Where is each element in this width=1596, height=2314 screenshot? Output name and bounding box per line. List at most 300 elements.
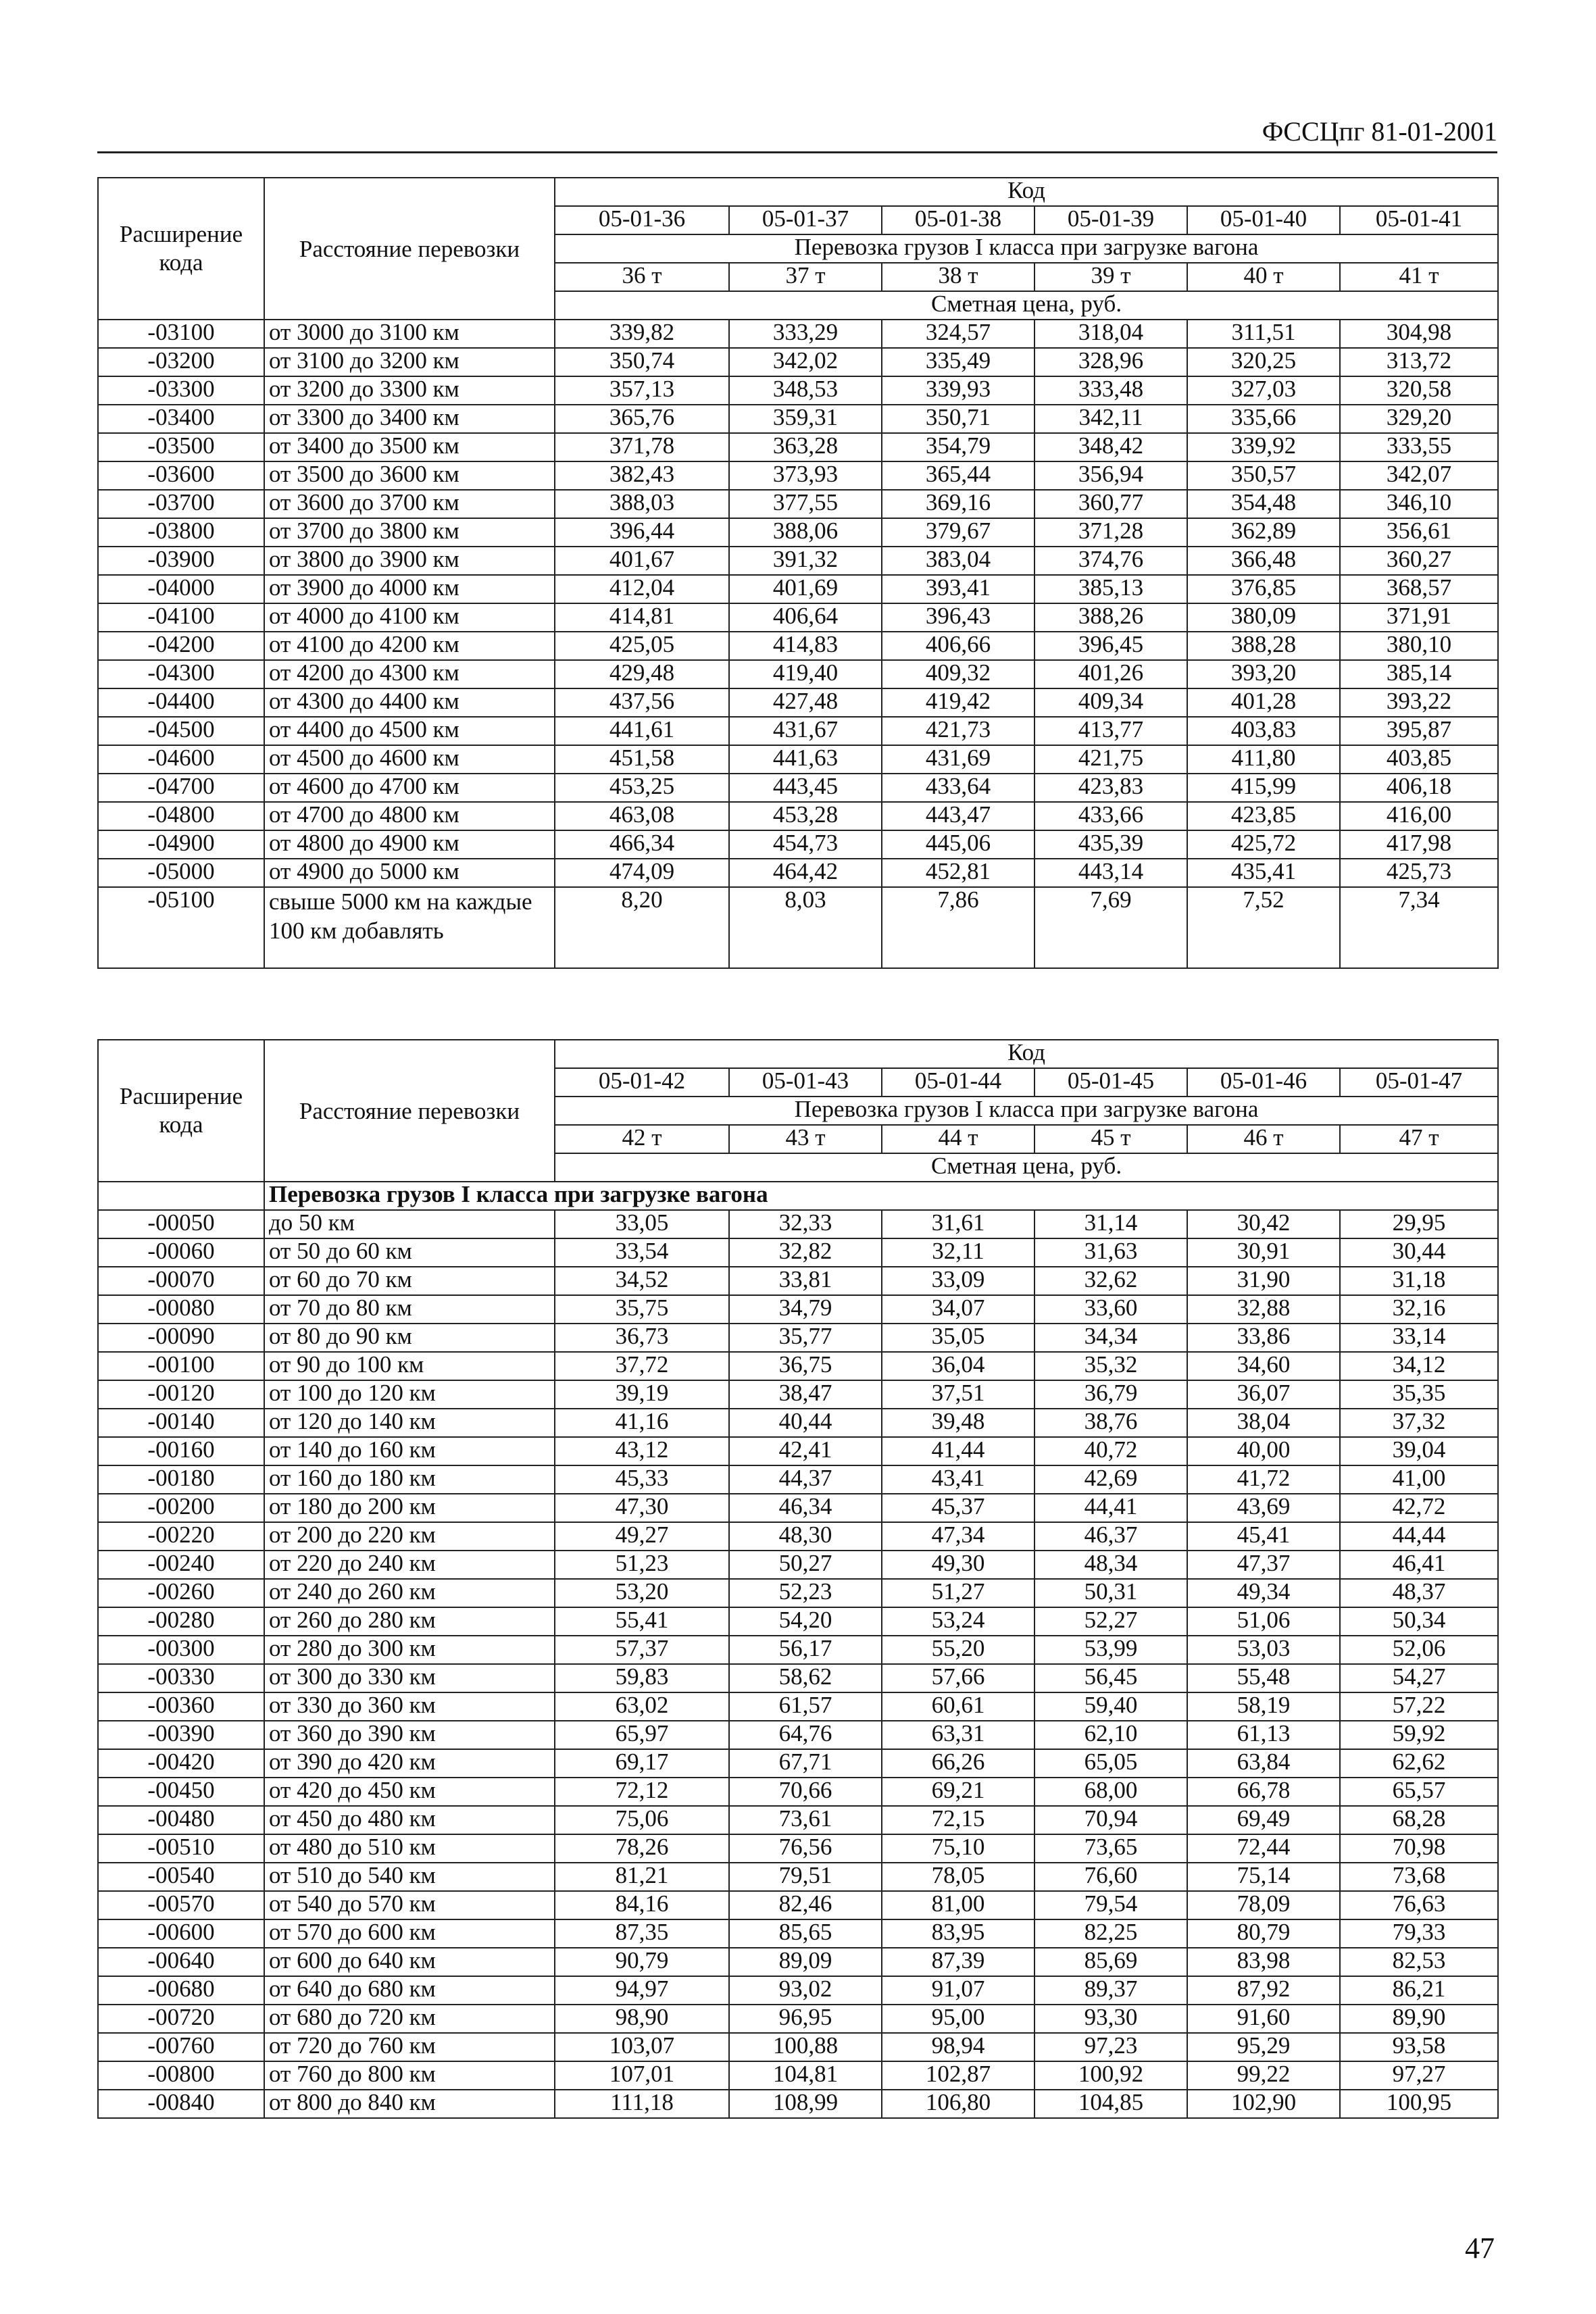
price-value: 47,34: [882, 1522, 1034, 1551]
price-value: 42,41: [729, 1437, 882, 1465]
distance: от 330 до 360 км: [264, 1692, 555, 1721]
extension-code: -00420: [98, 1749, 264, 1778]
distance: от 3400 до 3500 км: [264, 433, 555, 461]
distance: от 640 до 680 км: [264, 1976, 555, 2005]
price-value: 31,61: [882, 1210, 1034, 1238]
price-value: 32,11: [882, 1238, 1034, 1267]
price-value: 102,87: [882, 2061, 1034, 2090]
price-value: 36,79: [1034, 1380, 1187, 1409]
price-value: 433,66: [1034, 802, 1187, 830]
price-value: 57,66: [882, 1664, 1034, 1692]
price-value: 70,98: [1340, 1834, 1498, 1863]
price-value: 63,31: [882, 1721, 1034, 1749]
price-value: 356,61: [1340, 518, 1498, 547]
price-value: 73,65: [1034, 1834, 1187, 1863]
price-value: 409,32: [882, 660, 1034, 688]
price-value: 43,69: [1187, 1494, 1340, 1522]
price-value: 78,26: [555, 1834, 729, 1863]
distance: от 180 до 200 км: [264, 1494, 555, 1522]
table-row: [98, 575, 1498, 603]
distance: от 4200 до 4300 км: [264, 660, 555, 688]
price-value: 396,45: [1034, 632, 1187, 660]
price-value: 388,28: [1187, 632, 1340, 660]
price-value: 84,16: [555, 1891, 729, 1919]
price-value: 44,44: [1340, 1522, 1498, 1551]
price-value: 57,37: [555, 1636, 729, 1664]
table-row: [98, 490, 1498, 518]
extension-code: -00180: [98, 1465, 264, 1494]
table-row: [98, 1210, 1498, 1238]
price-value: 43,41: [882, 1465, 1034, 1494]
table-row: [98, 320, 1498, 348]
weight-cell: 37 т: [729, 263, 882, 291]
price-value: 35,75: [555, 1295, 729, 1324]
price-value: 85,65: [729, 1919, 882, 1948]
price-value: 393,20: [1187, 660, 1340, 688]
price-value: 47,30: [555, 1494, 729, 1522]
price-value: 32,16: [1340, 1295, 1498, 1324]
distance: от 280 до 300 км: [264, 1636, 555, 1664]
price-value: 65,05: [1034, 1749, 1187, 1778]
price-value: 452,81: [882, 859, 1034, 887]
extension-code: -04000: [98, 575, 264, 603]
price-value: 41,44: [882, 1437, 1034, 1465]
price-value: 427,48: [729, 688, 882, 717]
extension-code: -00570: [98, 1891, 264, 1919]
weight-cell: 42 т: [555, 1125, 729, 1153]
price-value: 48,37: [1340, 1579, 1498, 1607]
cargo-header: Перевозка грузов I класса при загрузке вагона: [555, 234, 1498, 263]
price-value: 91,60: [1187, 2005, 1340, 2033]
price-value: 48,30: [729, 1522, 882, 1551]
price-value: 59,92: [1340, 1721, 1498, 1749]
column-header-extension: Расширение кода: [98, 1040, 264, 1182]
price-value: 87,35: [555, 1919, 729, 1948]
price-value: 453,25: [555, 774, 729, 802]
price-value: 423,85: [1187, 802, 1340, 830]
price-value: 69,17: [555, 1749, 729, 1778]
price-value: 33,81: [729, 1267, 882, 1295]
price-value: 463,08: [555, 802, 729, 830]
code-cell: 05-01-45: [1034, 1068, 1187, 1097]
price-value: 70,66: [729, 1778, 882, 1806]
price-value: 104,85: [1034, 2090, 1187, 2118]
table-row: [98, 1806, 1498, 1834]
price-value: 68,28: [1340, 1806, 1498, 1834]
distance: от 760 до 800 км: [264, 2061, 555, 2090]
distance: от 4000 до 4100 км: [264, 603, 555, 632]
price-value: 423,83: [1034, 774, 1187, 802]
price-value: 35,35: [1340, 1380, 1498, 1409]
price-value: 342,02: [729, 348, 882, 376]
distance: от 4100 до 4200 км: [264, 632, 555, 660]
distance: от 420 до 450 км: [264, 1778, 555, 1806]
code-cell: 05-01-40: [1187, 206, 1340, 234]
price-value: 393,22: [1340, 688, 1498, 717]
extension-code: -03100: [98, 320, 264, 348]
price-value: 61,13: [1187, 1721, 1340, 1749]
price-value: 79,54: [1034, 1891, 1187, 1919]
price-value: 70,94: [1034, 1806, 1187, 1834]
price-value: 104,81: [729, 2061, 882, 2090]
table-row: [98, 1352, 1498, 1380]
table-row: [98, 1948, 1498, 1976]
price-value: 342,11: [1034, 405, 1187, 433]
price-value: 49,30: [882, 1551, 1034, 1579]
extension-code: -00720: [98, 2005, 264, 2033]
table-row: [98, 1834, 1498, 1863]
price-value: 36,07: [1187, 1380, 1340, 1409]
code-header: Код: [555, 178, 1498, 206]
price-value: 60,61: [882, 1692, 1034, 1721]
price-value: 37,32: [1340, 1409, 1498, 1437]
distance: от 240 до 260 км: [264, 1579, 555, 1607]
price-value: 50,27: [729, 1551, 882, 1579]
price-value: 419,40: [729, 660, 882, 688]
price-value: 329,20: [1340, 405, 1498, 433]
price-value: 41,72: [1187, 1465, 1340, 1494]
price-value: 50,31: [1034, 1579, 1187, 1607]
price-value: 78,09: [1187, 1891, 1340, 1919]
price-value: 66,78: [1187, 1778, 1340, 1806]
price-value: 445,06: [882, 830, 1034, 859]
price-value: 413,77: [1034, 717, 1187, 745]
distance: от 3100 до 3200 км: [264, 348, 555, 376]
price-value: 76,56: [729, 1834, 882, 1863]
price-value: 411,80: [1187, 745, 1340, 774]
extension-code: -00760: [98, 2033, 264, 2061]
code-cell: 05-01-47: [1340, 1068, 1498, 1097]
column-header-extension: Расширение кода: [98, 178, 264, 320]
price-value: 369,16: [882, 490, 1034, 518]
code-cell: 05-01-36: [555, 206, 729, 234]
price-value: 425,05: [555, 632, 729, 660]
price-value: 31,14: [1034, 1210, 1187, 1238]
price-value: 357,13: [555, 376, 729, 405]
price-value: 42,72: [1340, 1494, 1498, 1522]
extension-code: -00050: [98, 1210, 264, 1238]
table-row: [98, 1437, 1498, 1465]
price-value: 103,07: [555, 2033, 729, 2061]
price-value: 99,22: [1187, 2061, 1340, 2090]
price-value: 79,33: [1340, 1919, 1498, 1948]
extension-code: -04500: [98, 717, 264, 745]
distance: от 3700 до 3800 км: [264, 518, 555, 547]
price-value: 371,78: [555, 433, 729, 461]
price-value: 304,98: [1340, 320, 1498, 348]
price-value: 40,44: [729, 1409, 882, 1437]
extension-code: -00480: [98, 1806, 264, 1834]
price-value: 38,04: [1187, 1409, 1340, 1437]
price-value: 429,48: [555, 660, 729, 688]
price-value: 49,34: [1187, 1579, 1340, 1607]
table-row: [98, 1579, 1498, 1607]
price-value: 87,92: [1187, 1976, 1340, 2005]
table-row: [98, 1692, 1498, 1721]
price-value: 75,10: [882, 1834, 1034, 1863]
distance: от 120 до 140 км: [264, 1409, 555, 1437]
price-value: 97,23: [1034, 2033, 1187, 2061]
price-value: 416,00: [1340, 802, 1498, 830]
price-value: 36,04: [882, 1352, 1034, 1380]
table-row: [98, 1976, 1498, 2005]
table-row: [98, 603, 1498, 632]
price-value: 339,92: [1187, 433, 1340, 461]
distance: от 4400 до 4500 км: [264, 717, 555, 745]
price-value: 48,34: [1034, 1551, 1187, 1579]
price-value: 435,39: [1034, 830, 1187, 859]
price-value: 406,66: [882, 632, 1034, 660]
distance: от 100 до 120 км: [264, 1380, 555, 1409]
price-value: 98,94: [882, 2033, 1034, 2061]
price-value: 39,04: [1340, 1437, 1498, 1465]
table-row: [98, 461, 1498, 490]
price-value: 7,86: [882, 887, 1034, 968]
table-row: [98, 1494, 1498, 1522]
distance: от 300 до 330 км: [264, 1664, 555, 1692]
price-value: 339,82: [555, 320, 729, 348]
price-value: 100,95: [1340, 2090, 1498, 2118]
table-row: [98, 1522, 1498, 1551]
price-value: 95,00: [882, 2005, 1034, 2033]
price-table-2: [97, 1039, 1499, 2119]
extension-code: -00390: [98, 1721, 264, 1749]
distance: от 4500 до 4600 км: [264, 745, 555, 774]
price-value: 339,93: [882, 376, 1034, 405]
price-value: 33,05: [555, 1210, 729, 1238]
price-value: 382,43: [555, 461, 729, 490]
code-cell: 05-01-38: [882, 206, 1034, 234]
price-value: 30,44: [1340, 1238, 1498, 1267]
distance: от 60 до 70 км: [264, 1267, 555, 1295]
table-row: [98, 1324, 1498, 1352]
price-value: 89,37: [1034, 1976, 1187, 2005]
price-value: 94,97: [555, 1976, 729, 2005]
price-value: 385,13: [1034, 575, 1187, 603]
extension-code: -04900: [98, 830, 264, 859]
price-value: 82,46: [729, 1891, 882, 1919]
code-cell: 05-01-39: [1034, 206, 1187, 234]
price-value: 395,87: [1340, 717, 1498, 745]
price-value: 373,93: [729, 461, 882, 490]
extension-code: -03900: [98, 547, 264, 575]
price-value: 393,41: [882, 575, 1034, 603]
price-value: 360,27: [1340, 547, 1498, 575]
price-value: 435,41: [1187, 859, 1340, 887]
distance: от 800 до 840 км: [264, 2090, 555, 2118]
distance: от 200 до 220 км: [264, 1522, 555, 1551]
extension-code: -03200: [98, 348, 264, 376]
price-value: 65,97: [555, 1721, 729, 1749]
price-value: 90,79: [555, 1948, 729, 1976]
price-value: 63,02: [555, 1692, 729, 1721]
price-value: 454,73: [729, 830, 882, 859]
distance: от 3200 до 3300 км: [264, 376, 555, 405]
code-cell: 05-01-41: [1340, 206, 1498, 234]
price-value: 73,68: [1340, 1863, 1498, 1891]
table-row: [98, 1409, 1498, 1437]
price-value: 73,61: [729, 1806, 882, 1834]
price-value: 52,27: [1034, 1607, 1187, 1636]
extension-code: -00800: [98, 2061, 264, 2090]
table-row: [98, 660, 1498, 688]
price-value: 391,32: [729, 547, 882, 575]
extension-code: -00060: [98, 1238, 264, 1267]
price-value: 8,03: [729, 887, 882, 968]
table-row: [98, 717, 1498, 745]
distance: от 360 до 390 км: [264, 1721, 555, 1749]
table-row: [98, 433, 1498, 461]
price-value: 61,57: [729, 1692, 882, 1721]
price-value: 93,58: [1340, 2033, 1498, 2061]
distance: от 570 до 600 км: [264, 1919, 555, 1948]
price-value: 45,33: [555, 1465, 729, 1494]
price-value: 376,85: [1187, 575, 1340, 603]
price-value: 396,44: [555, 518, 729, 547]
price-value: 89,90: [1340, 2005, 1498, 2033]
extension-code: -00260: [98, 1579, 264, 1607]
price-value: 39,48: [882, 1409, 1034, 1437]
extension-code: -00160: [98, 1437, 264, 1465]
price-value: 97,27: [1340, 2061, 1498, 2090]
price-value: 443,14: [1034, 859, 1187, 887]
price-value: 362,89: [1187, 518, 1340, 547]
price-value: 63,84: [1187, 1749, 1340, 1778]
distance: от 3600 до 3700 км: [264, 490, 555, 518]
price-value: 363,28: [729, 433, 882, 461]
price-value: 40,72: [1034, 1437, 1187, 1465]
price-value: 415,99: [1187, 774, 1340, 802]
extension-code: -00300: [98, 1636, 264, 1664]
price-value: 89,09: [729, 1948, 882, 1976]
table-row: [98, 774, 1498, 802]
price-value: 388,06: [729, 518, 882, 547]
price-value: 72,44: [1187, 1834, 1340, 1863]
weight-cell: 45 т: [1034, 1125, 1187, 1153]
price-value: 34,34: [1034, 1324, 1187, 1352]
distance: от 260 до 280 км: [264, 1607, 555, 1636]
price-value: 82,25: [1034, 1919, 1187, 1948]
extension-code: -03800: [98, 518, 264, 547]
price-value: 441,63: [729, 745, 882, 774]
blank-cell: [98, 1182, 264, 1210]
distance: от 450 до 480 км: [264, 1806, 555, 1834]
price-value: 401,67: [555, 547, 729, 575]
price-table-1: [97, 177, 1499, 969]
distance: от 50 до 60 км: [264, 1238, 555, 1267]
distance: от 510 до 540 км: [264, 1863, 555, 1891]
price-value: 81,00: [882, 1891, 1034, 1919]
extension-code: -00330: [98, 1664, 264, 1692]
price-value: 83,95: [882, 1919, 1034, 1948]
price-value: 419,42: [882, 688, 1034, 717]
price-value: 335,49: [882, 348, 1034, 376]
price-value: 41,16: [555, 1409, 729, 1437]
price-value: 318,04: [1034, 320, 1187, 348]
price-value: 55,20: [882, 1636, 1034, 1664]
price-value: 38,47: [729, 1380, 882, 1409]
price-value: 466,34: [555, 830, 729, 859]
table-row: [98, 859, 1498, 887]
price-value: 108,99: [729, 2090, 882, 2118]
table-row: [98, 1295, 1498, 1324]
price-value: 327,03: [1187, 376, 1340, 405]
price-value: 431,69: [882, 745, 1034, 774]
price-value: 396,43: [882, 603, 1034, 632]
price-value: 365,44: [882, 461, 1034, 490]
table-row: [98, 376, 1498, 405]
price-value: 75,06: [555, 1806, 729, 1834]
code-cell: 05-01-42: [555, 1068, 729, 1097]
price-value: 401,28: [1187, 688, 1340, 717]
price-value: 328,96: [1034, 348, 1187, 376]
price-value: 80,79: [1187, 1919, 1340, 1948]
price-value: 7,34: [1340, 887, 1498, 968]
price-value: 406,18: [1340, 774, 1498, 802]
table-row: [98, 688, 1498, 717]
price-value: 35,77: [729, 1324, 882, 1352]
table-row: [98, 1238, 1498, 1267]
extension-code: -03500: [98, 433, 264, 461]
price-value: 32,33: [729, 1210, 882, 1238]
price-value: 57,22: [1340, 1692, 1498, 1721]
price-value: 33,86: [1187, 1324, 1340, 1352]
price-value: 359,31: [729, 405, 882, 433]
extension-code: -00600: [98, 1919, 264, 1948]
price-value: 98,90: [555, 2005, 729, 2033]
price-value: 44,41: [1034, 1494, 1187, 1522]
price-value: 7,69: [1034, 887, 1187, 968]
price-value: 414,81: [555, 603, 729, 632]
price-value: 29,95: [1340, 1210, 1498, 1238]
extension-code: -03700: [98, 490, 264, 518]
price-value: 56,45: [1034, 1664, 1187, 1692]
price-value: 69,49: [1187, 1806, 1340, 1834]
price-value: 30,42: [1187, 1210, 1340, 1238]
price-value: 374,76: [1034, 547, 1187, 575]
column-header-distance: Расстояние перевозки: [264, 1040, 555, 1182]
price-value: 47,37: [1187, 1551, 1340, 1579]
price-value: 350,71: [882, 405, 1034, 433]
price-value: 425,73: [1340, 859, 1498, 887]
code-header: Код: [555, 1040, 1498, 1068]
price-value: 350,57: [1187, 461, 1340, 490]
extension-code: -00540: [98, 1863, 264, 1891]
price-value: 53,03: [1187, 1636, 1340, 1664]
price-value: 33,60: [1034, 1295, 1187, 1324]
extension-code: -03600: [98, 461, 264, 490]
table-row: [98, 1607, 1498, 1636]
extension-code: -00100: [98, 1352, 264, 1380]
price-value: 59,40: [1034, 1692, 1187, 1721]
price-value: 43,12: [555, 1437, 729, 1465]
table-row: [98, 1551, 1498, 1579]
price-value: 412,04: [555, 575, 729, 603]
distance: от 80 до 90 км: [264, 1324, 555, 1352]
price-value: 425,72: [1187, 830, 1340, 859]
weight-cell: 43 т: [729, 1125, 882, 1153]
price-value: 62,10: [1034, 1721, 1187, 1749]
extension-code: -04800: [98, 802, 264, 830]
price-value: 368,57: [1340, 575, 1498, 603]
price-value: 55,48: [1187, 1664, 1340, 1692]
price-value: 96,95: [729, 2005, 882, 2033]
price-value: 62,62: [1340, 1749, 1498, 1778]
table-2-body: [98, 1040, 1498, 1210]
extension-code: -00120: [98, 1380, 264, 1409]
distance: свыше 5000 км на каждые 100 км добавлять: [264, 887, 555, 968]
price-value: 33,54: [555, 1238, 729, 1267]
